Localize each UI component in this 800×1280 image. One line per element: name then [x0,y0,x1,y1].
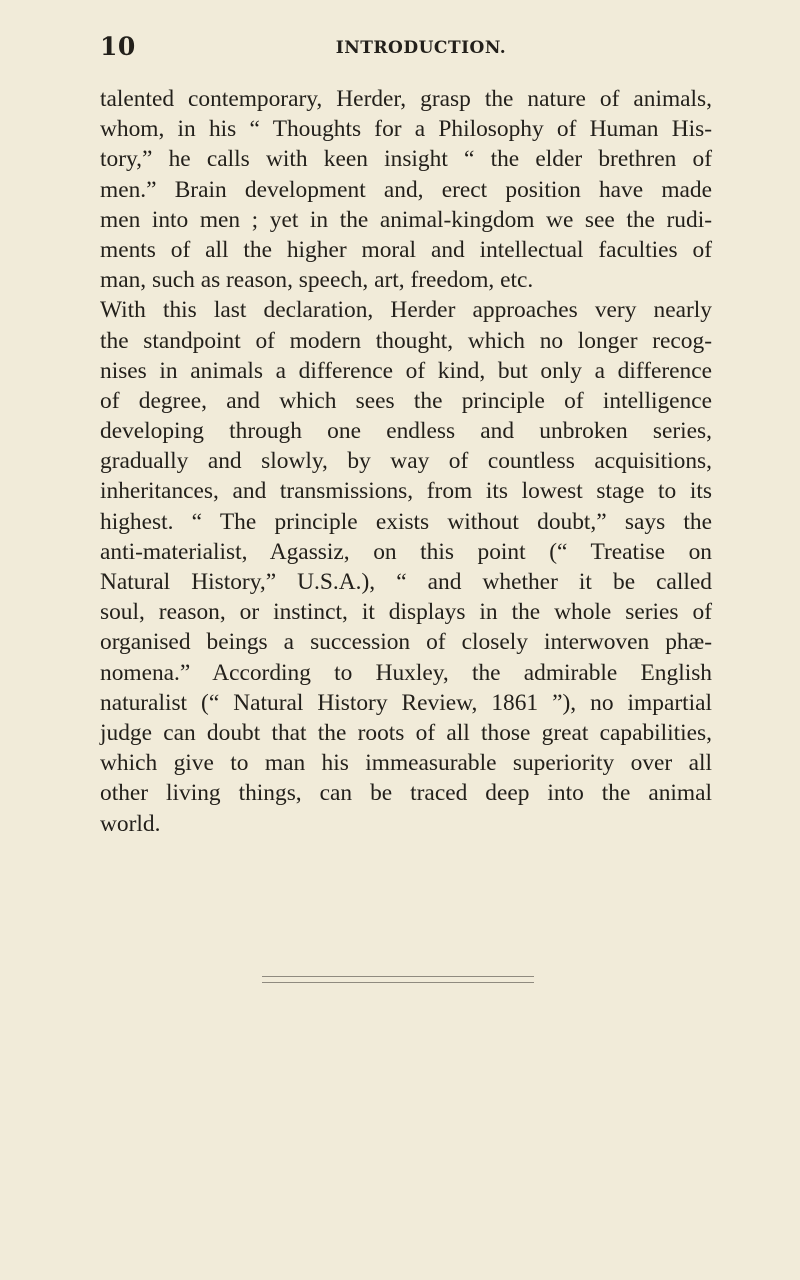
text-line: world. [100,810,161,837]
text-line: organised beings a succession of closely interwoven phæ- [100,629,712,656]
text-line: which give to man his immeasurable superiority over all [100,750,712,777]
text-line: developing through one endless and unbroken series, [100,418,712,445]
text-line: man, such as reason, speech, art, freedom, etc. [100,267,534,294]
running-title: INTRODUCTION. [335,38,507,58]
text-line: nomena.” According to Huxley, the admirable English [100,659,712,686]
text-line: other living things, can be traced deep into the animal [100,780,712,807]
text-line: whom, in his “ Thoughts for a Philosophy of Human His- [100,116,712,143]
text-line: naturalist (“ Natural History Review, 1861 ”), no impartial [100,689,712,716]
text-line: Natural History,” U.S.A.), “ and whether it be called [100,569,712,595]
text-line: judge can doubt that the roots of all those great capabilities, [100,719,712,746]
section-divider-rule [262,976,534,977]
text-line: tory,” he calls with keen insight “ the elder brethren of [100,146,712,173]
text-line: With this last declaration, Herder approaches very nearly [100,297,712,324]
running-head [100,32,712,62]
page-number: 10 [100,32,136,61]
text-line: anti-materialist, Agassiz, on this point (“ Treatise on [100,538,712,565]
text-line: the standpoint of modern thought, which no longer recog- [100,327,712,354]
text-line: highest. “ The principle exists without doubt,” says the [100,508,712,535]
text-line: inheritances, and transmissions, from its lowest stage to its [100,478,712,505]
text-line: nises in animals a difference of kind, but only a difference [100,357,712,384]
text-line: talented contemporary, Herder, grasp the nature of animals, [100,86,712,112]
text-line: gradually and slowly, by way of countless acquisitions, [100,448,712,475]
text-line: ments of all the higher moral and intellectual faculties of [100,236,712,263]
text-line: of degree, and which sees the principle of intelligence [100,387,712,414]
text-line: men.” Brain development and, erect position have made [100,176,712,203]
text-line: men into men ; yet in the animal-kingdom we see the rudi- [100,206,712,233]
section-divider-rule [262,982,534,983]
text-line: soul, reason, or instinct, it displays in the whole series of [100,599,712,626]
body-paragraphs [100,84,712,839]
